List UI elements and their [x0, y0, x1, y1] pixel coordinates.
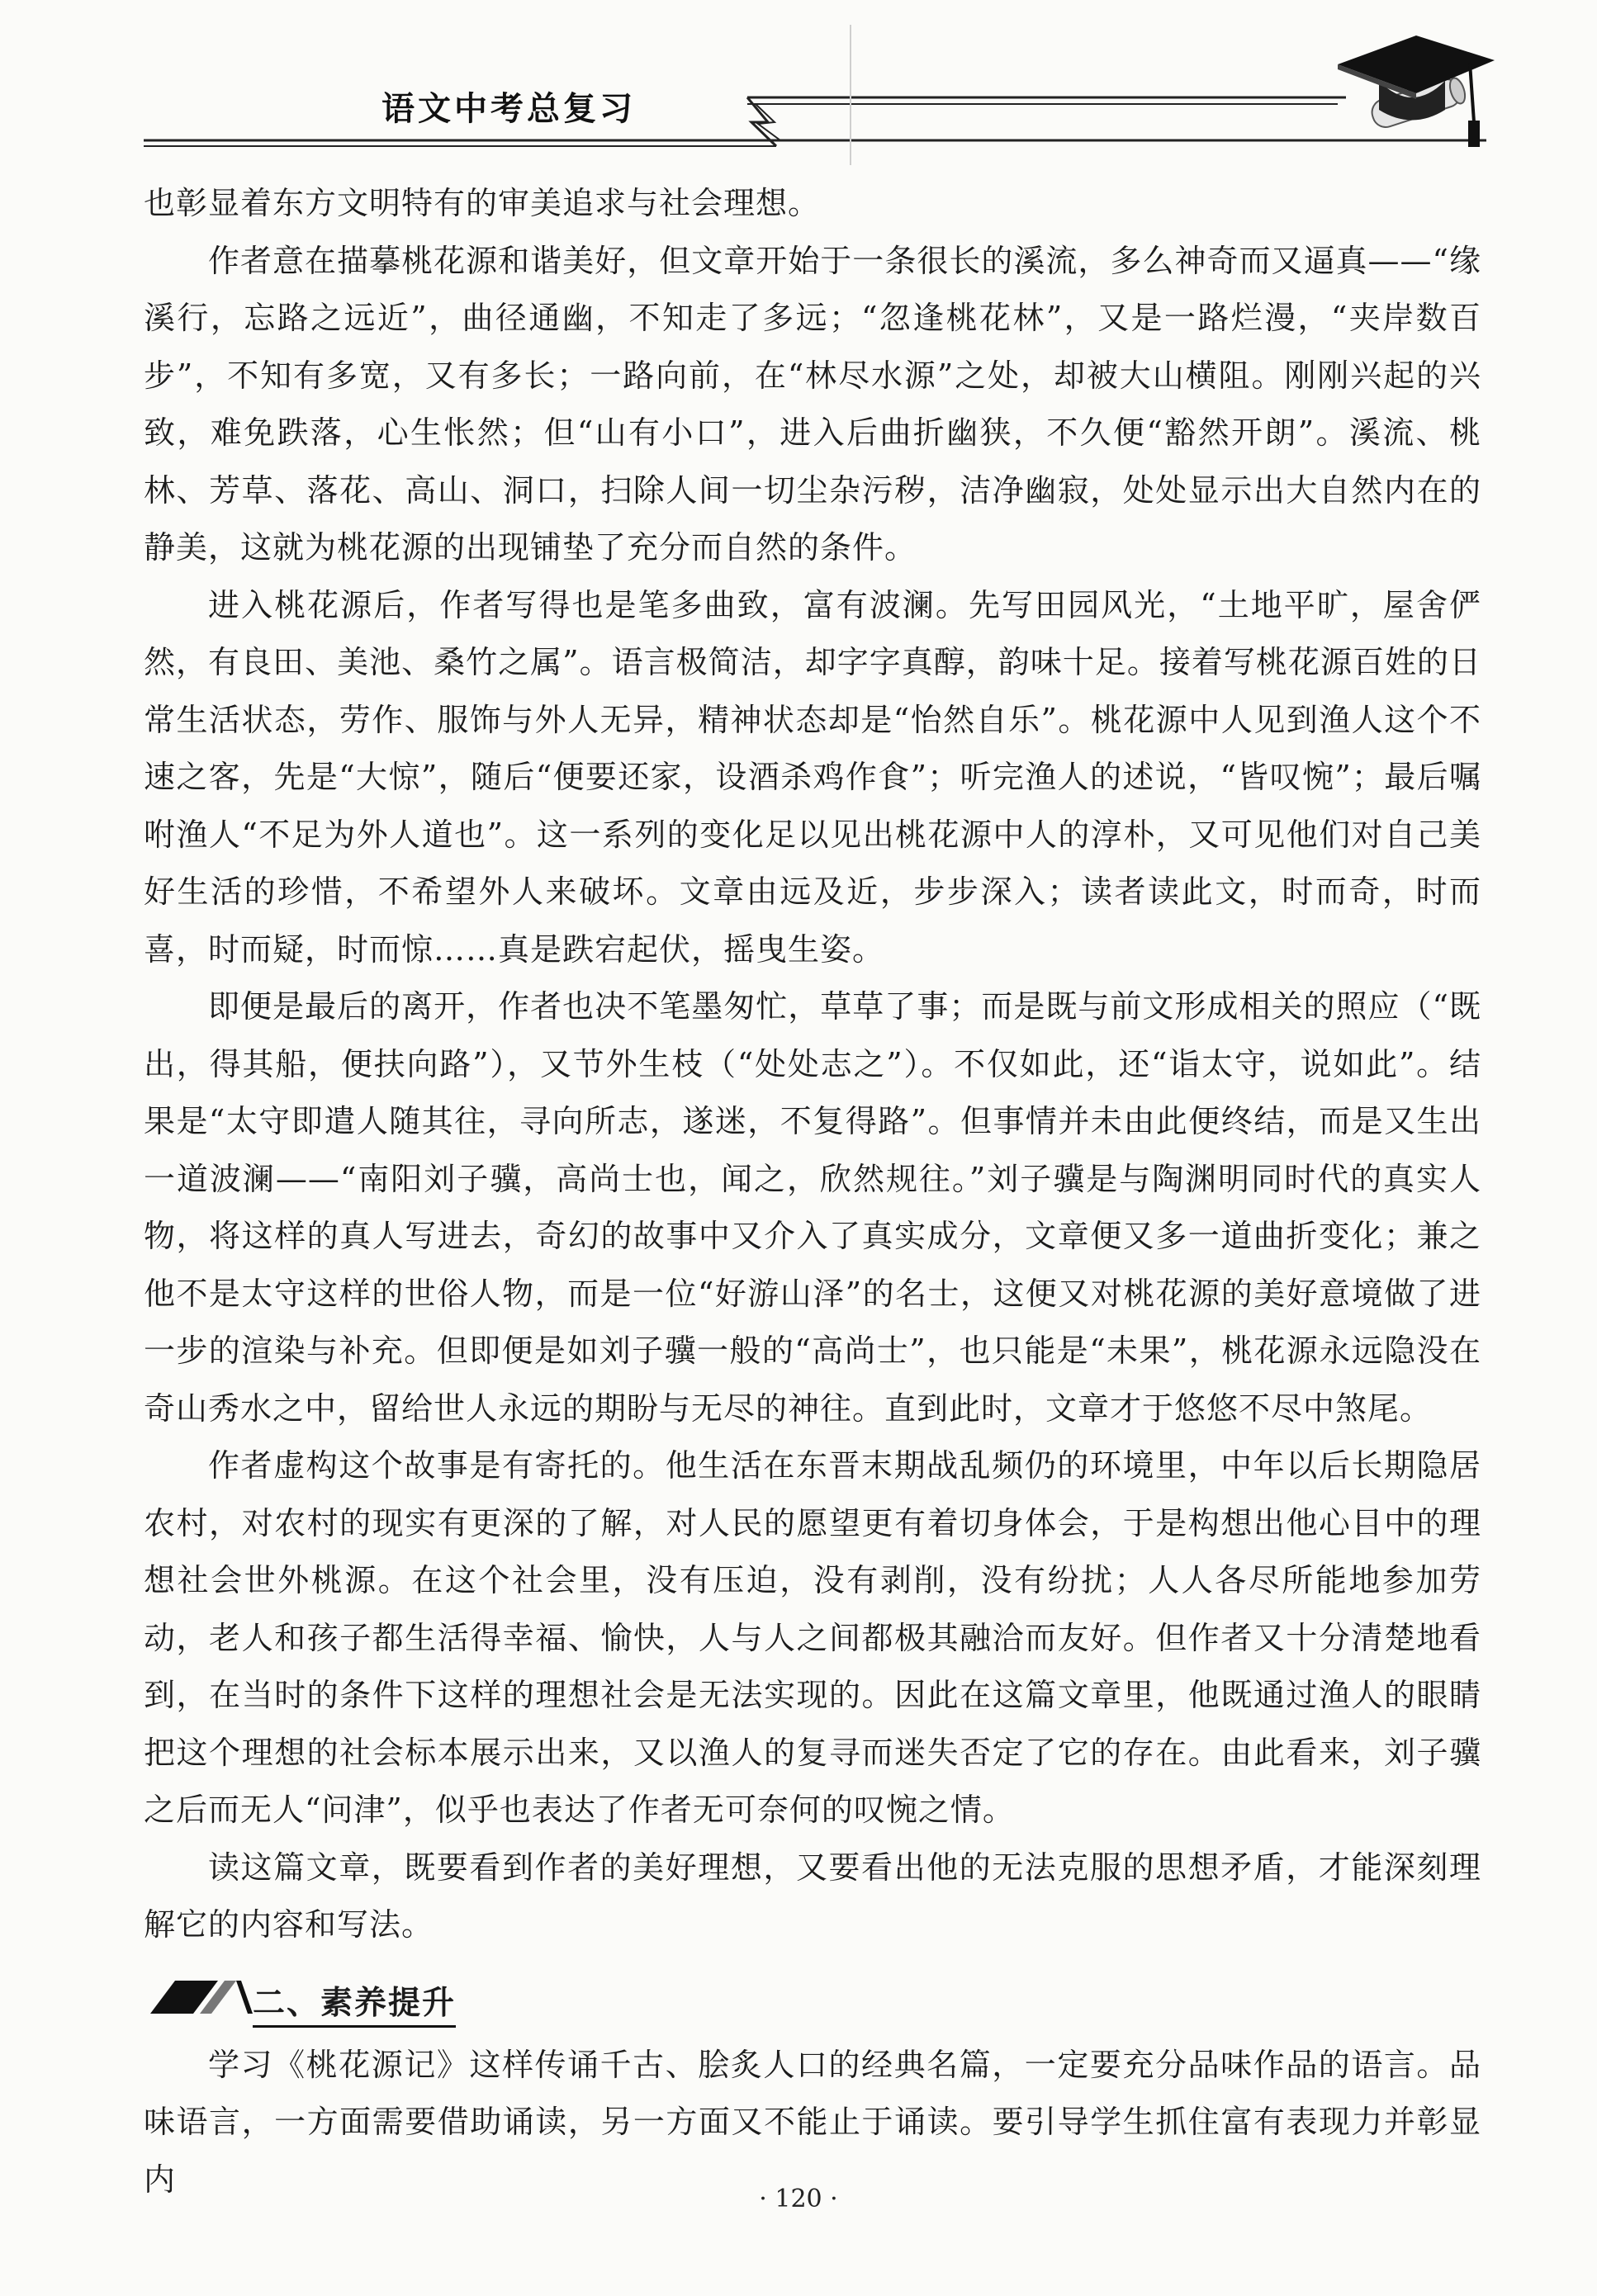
page-number: · 120 · — [759, 2185, 838, 2213]
header-title: 语文中考总复习 — [381, 90, 636, 128]
paragraph: 也彰显着东方文明特有的审美追求与社会理想。 — [144, 185, 821, 221]
paragraph: 学习《桃花源记》这样传诵千古、脍炙人口的经典名篇，一定要充分品味作品的语言。品味语言，一方面需要借助诵读，另一方面又不能止于诵读。要引导学生抓住富有表现力并彰显内 — [144, 2046, 1481, 2198]
paragraph: 即便是最后的离开，作者也决不笔墨匆忙，草草了事；而是既与前文形成相关的照应（“既出，得其船，便扶向路”），又节外生枝（“处处志之”）。不仅如此，还“诣太守，说如此”。结果是“太守即遣人随其往，寻向所志，遂迷，不复得路”。但事情并未由此便终结，而是又生出一道波澜——“南阳刘子骥，高尚士也，闻之，欣然规往。”刘子骥是与陶渊明同时代的真实人物，将这样的真人写进去，奇幻的故事中又介入了真实成分，文章便又多一道曲折变化；兼之他不是太守这样的世俗人物，而是一位“好游山泽”的名士，这便又对桃花源的美好意境做了进一步的渲染与补充。但即便是如刘子骥一般的“高尚士”，也只能是“未果”，桃花源永远隐没在奇山秀水之中，留给世人永远的期盼与无尽的神往。直到此时，文章才于悠悠不尽中煞尾。 — [144, 988, 1481, 1427]
paragraph: 进入桃花源后，作者写得也是笔多曲致，富有波澜。先写田园风光，“土地平旷，屋舍俨然，有良田、美池、桑竹之属”。语言极简洁，却字字真醇，韵味十足。接着写桃花源百姓的日常生活状态，劳作、服饰与外人无异，精神状态却是“怡然自乐”。桃花源中人见到渔人这个不速之客，先是“大惊”，随后“便要还家，设酒杀鸡作食”；听完渔人的述说，“皆叹惋”；最后嘱咐渔人“不足为外人道也”。这一系列的变化足以见出桃花源中人的淳朴，又可见他们对自己美好生活的珍惜，不希望外人来破坏。文章由远及近，步步深入；读者读此文，时而奇，时而喜，时而疑，时而惊……真是跌宕起伏，摇曳生姿。 — [144, 586, 1481, 968]
section-heading — [144, 1972, 1481, 2020]
paragraph: 作者虚构这个故事是有寄托的。他生活在东晋末期战乱频仍的环境里，中年以后长期隐居农村，对农村的现实有更深的了解，对人民的愿望更有着切身体会，于是构想出他心目中的理想社会世外桃源。在这个社会里，没有压迫，没有剥削，没有纷扰；人人各尽所能地参加劳动，老人和孩子都生活得幸福、愉快，人与人之间都极其融洽而友好。但作者又十分清楚地看到，在当时的条件下这样的理想社会是无法实现的。因此在这篇文章里，他既通过渔人的眼睛把这个理想的社会标本展示出来，又以渔人的复寻而迷失否定了它的存在。由此看来，刘子骥之后而无人“问津”，似乎也表达了作者无可奈何的叹惋之情。 — [144, 1447, 1481, 1828]
section-marker-icon — [150, 1977, 258, 2017]
article-body — [144, 175, 1481, 2208]
paragraph: 作者意在描摹桃花源和谐美好，但文章开始于一条很长的溪流，多么神奇而又逼真——“缘溪行，忘路之远近”，曲径通幽，不知走了多远；“忽逢桃花林”，又是一路烂漫，“夹岸数百步”，不知有多宽，又有多长；一路向前，在“林尽水源”之处，却被大山横阻。刚刚兴起的兴致，难免跌落，心生怅然；但“山有小口”，进入后曲折幽狭，不久便“豁然开朗”。溪流、桃林、芳草、落花、高山、洞口，扫除人间一切尘杂污秽，洁净幽寂，处处显示出大自然内在的静美，这就为桃花源的出现铺垫了充分而自然的条件。 — [144, 242, 1481, 566]
graduation-cap-icon — [1321, 23, 1503, 163]
paragraph: 读这篇文章，既要看到作者的美好理想，又要看出他的无法克服的思想矛盾，才能深刻理解它的内容和写法。 — [144, 1849, 1481, 1943]
section-title: 二、素养提升 — [253, 1977, 456, 2028]
